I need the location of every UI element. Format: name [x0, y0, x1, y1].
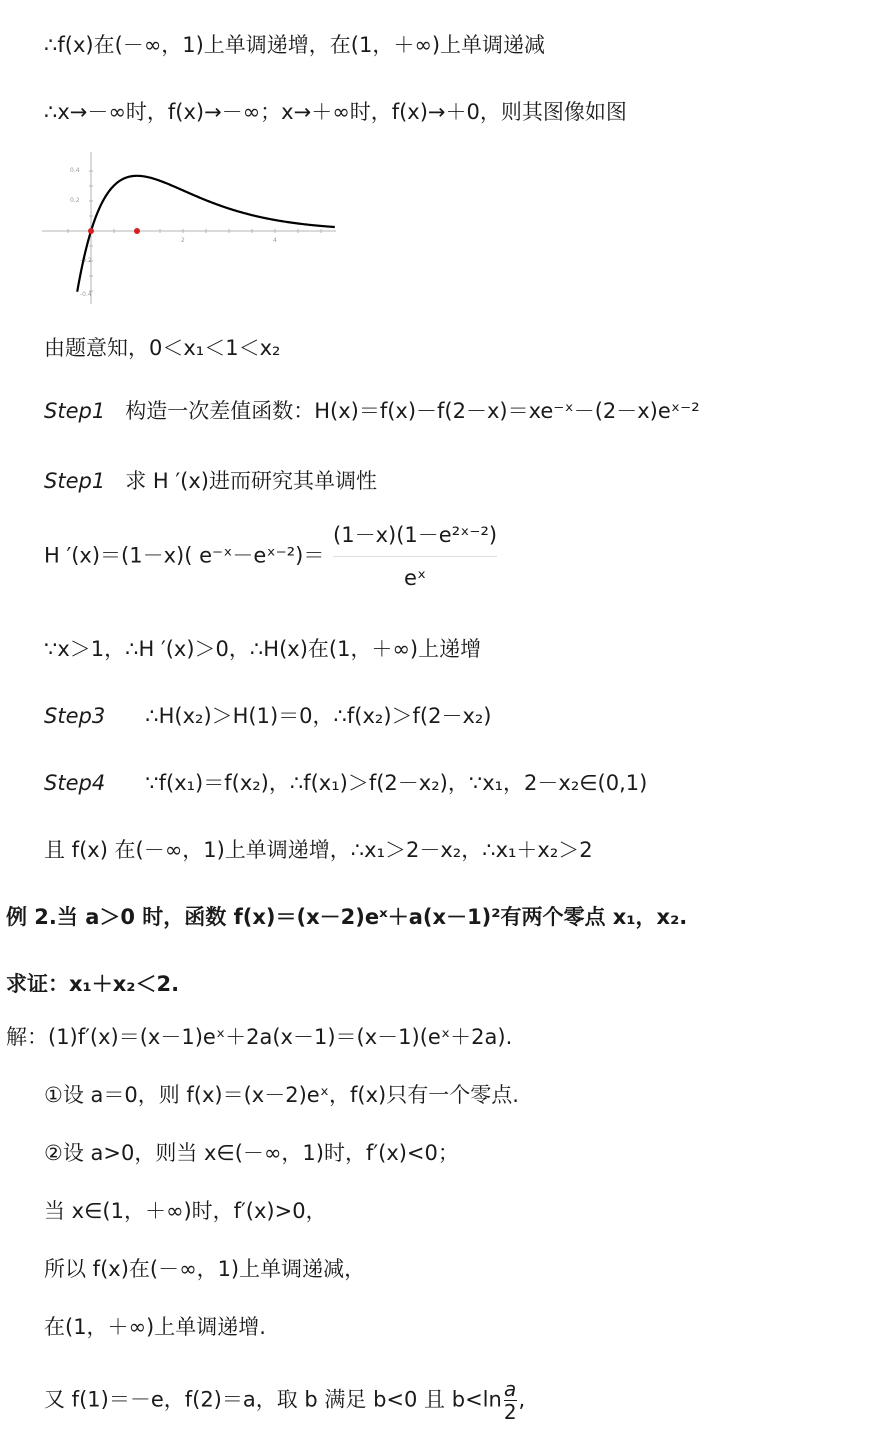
- case-2: ②设 a>0，则当 x∈(－∞，1)时，f′(x)<0；: [44, 1141, 459, 1165]
- step-label: Step1: [44, 469, 106, 493]
- x-tick-label: 4: [273, 237, 277, 244]
- line-step3: Step3 ∴H(x₂)＞H(1)＝0，∴f(x₂)＞f(2－x₂): [44, 704, 492, 728]
- function-graph: [42, 152, 342, 304]
- derivative-fraction: $\frac{\text{(1－x)(1－e²ˣ⁻²)}}{\text{eˣ}}$: [333, 523, 498, 590]
- case-1: ①设 a＝0，则 f(x)＝(x－2)eˣ，f(x)只有一个零点.: [44, 1083, 519, 1107]
- y-tick-label: -0.2: [80, 257, 92, 264]
- case-2-increasing: 在(1，＋∞)上单调递增.: [44, 1315, 266, 1339]
- case-2-positive: 当 x∈(1，＋∞)时，f′(x)>0，: [44, 1199, 327, 1223]
- extremum-point: [134, 228, 140, 234]
- x-tick-label: 2: [181, 237, 185, 244]
- choose-b: 又 f(1)＝－e，f(2)＝a，取 b 满足 b<0 且 b<ln $\frac{a}{2}$ ,: [44, 1377, 526, 1424]
- zero-point: [88, 228, 94, 234]
- case-2-decreasing: 所以 f(x)在(－∞，1)上单调递减，: [44, 1257, 366, 1281]
- line-step4: Step4 ∵f(x₁)＝f(x₂)，∴f(x₁)＞f(2－x₂)，∵x₁，2－x₂∈(0,1): [44, 771, 648, 795]
- line-roots-order: 由题意知，0＜x₁＜1＜x₂: [44, 336, 281, 360]
- line-derivative-formula: H ′(x)＝(1－x)( e⁻ˣ－eˣ⁻²)＝ $\frac{\text{(1－x)(1－e²ˣ⁻²)}}{\text{eˣ}}$: [44, 523, 498, 590]
- example-2-title: 例 2.当 a＞0 时，函数 f(x)＝(x－2)eˣ＋a(x－1)²有两个零点 x₁，x₂.: [6, 905, 688, 929]
- curve: [77, 176, 335, 292]
- a-over-2-fraction: $\frac{a}{2}$: [503, 1377, 517, 1424]
- y-tick-label: -0.4: [80, 291, 92, 298]
- line-step1-derivative: Step1 求 H ′(x)进而研究其单调性: [44, 469, 377, 493]
- y-tick-label: 0.4: [70, 167, 80, 174]
- step-label: Step3: [44, 704, 106, 728]
- solution-derivative: 解：(1)f′(x)＝(x－1)eˣ＋2a(x－1)＝(x－1)(eˣ＋2a).: [6, 1025, 513, 1049]
- step-label: Step4: [44, 771, 106, 795]
- line-increasing: ∵x＞1，∴H ′(x)＞0，∴H(x)在(1，＋∞)上递增: [44, 637, 482, 661]
- line-step1-construct: Step1 构造一次差值函数：H(x)＝f(x)－f(2－x)＝xe⁻ˣ－(2－x)eˣ⁻²: [44, 399, 700, 423]
- step-label: Step1: [44, 399, 106, 423]
- y-tick-label: 0.2: [70, 197, 80, 204]
- prove-statement: 求证：x₁＋x₂＜2.: [6, 972, 180, 996]
- line-monotonic: ∴f(x)在(－∞，1)上单调递增，在(1，＋∞)上单调递减: [44, 33, 546, 57]
- line-conclusion: 且 f(x) 在(－∞，1)上单调递增，∴x₁＞2－x₂，∴x₁＋x₂＞2: [44, 838, 593, 862]
- line-limits: ∴x→－∞时，f(x)→－∞；x→＋∞时，f(x)→＋0，则其图像如图: [44, 100, 627, 124]
